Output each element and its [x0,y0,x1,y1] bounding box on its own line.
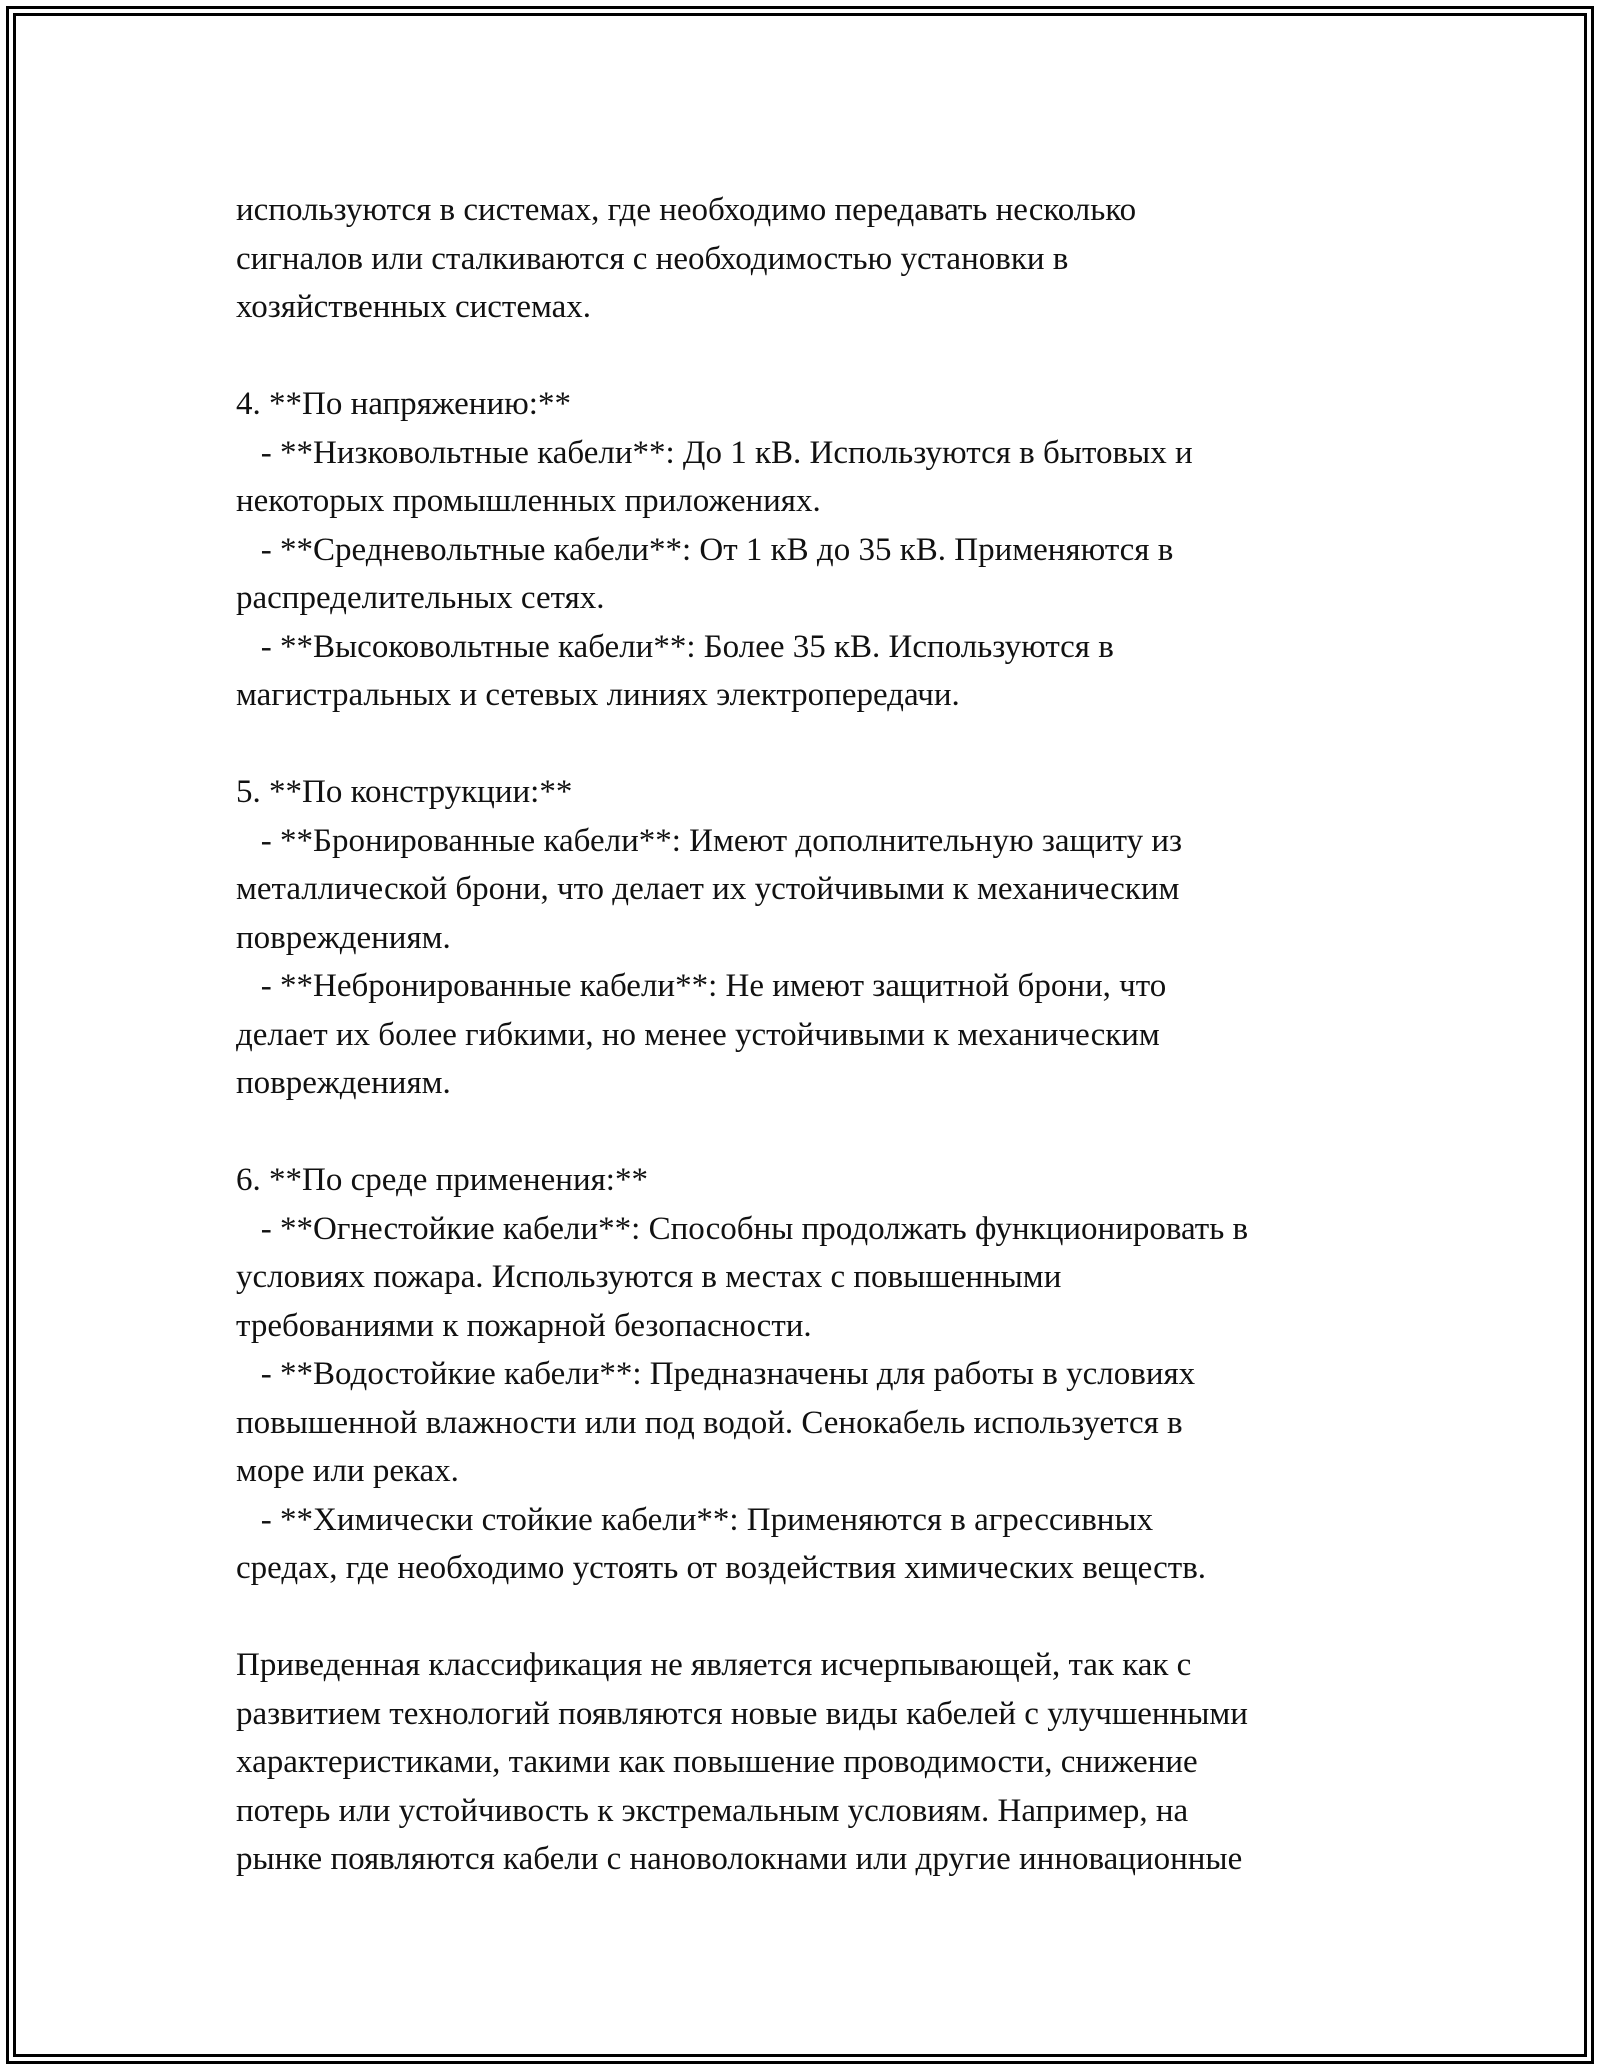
section-heading: 4. **По напряжению:** [236,386,571,422]
text-line: сигналов или сталкиваются с необходимостью установки в [236,240,1069,277]
section-heading: 6. **По среде применения:** [236,1162,648,1198]
section-heading: 5. **По конструкции:** [236,774,573,810]
text-line: некоторых промышленных приложениях. [236,483,821,519]
list-item: - **Небронированные кабели**: Не имеют защитной брони, что [236,968,1167,1004]
list-item: - **Низковольтные кабели**: До 1 кВ. Используются в бытовых и [236,434,1193,471]
paragraph-line: Приведенная классификация не является исчерпывающей, так как с [236,1647,1192,1683]
text-line: используются в системах, где необходимо передавать несколько [236,192,1137,228]
text-line: средах, где необходимо устоять от воздействия химических веществ. [236,1550,1207,1586]
blank-line [236,1593,1416,1642]
paragraph-line: потерь или устойчивость к экстремальным условиям. Например, на [236,1792,1189,1829]
paragraph-line: развитием технологий появляются новые виды кабелей с улучшенными [236,1695,1248,1732]
paragraph-line: рынке появляются кабели с нановолокнами или другие инновационные [236,1841,1243,1877]
text-line: повреждениям. [236,1065,451,1101]
list-item: - **Водостойкие кабели**: Предназначены для работы в условиях [236,1356,1196,1392]
text-line: хозяйственных системах. [236,289,592,325]
text-line: повреждениям. [236,919,451,956]
text-line: море или реках. [236,1453,459,1489]
text-line: магистральных и сетевых линиях электропередачи. [236,677,960,713]
blank-line [236,1108,1416,1157]
text-line: делает их более гибкими, но менее устойчивыми к механическим [236,1016,1160,1053]
blank-line [236,332,1416,381]
text-line: повышенной влажности или под водой. Сенокабель используется в [236,1404,1183,1441]
list-item: - **Химически стойкие кабели**: Применяются в агрессивных [236,1501,1154,1538]
list-item: - **Средневольтные кабели**: От 1 кВ до 35 кВ. Применяются в [236,531,1174,568]
text-line: металлической брони, что делает их устойчивыми к механическим [236,871,1180,907]
list-item: - **Бронированные кабели**: Имеют дополнительную защиту из [236,822,1183,859]
text-line: требованиями к пожарной безопасности. [236,1307,812,1344]
list-item: - **Огнестойкие кабели**: Способны продолжать функционировать в [236,1210,1249,1247]
blank-line [236,720,1416,769]
text-line: условиях пожара. Используются в местах с повышенными [236,1259,1062,1295]
document-body [236,186,1416,1884]
text-line: распределительных сетях. [236,580,605,616]
list-item: - **Высоковольтные кабели**: Более 35 кВ. Используются в [236,628,1114,665]
paragraph-line: характеристиками, такими как повышение проводимости, снижение [236,1744,1198,1780]
